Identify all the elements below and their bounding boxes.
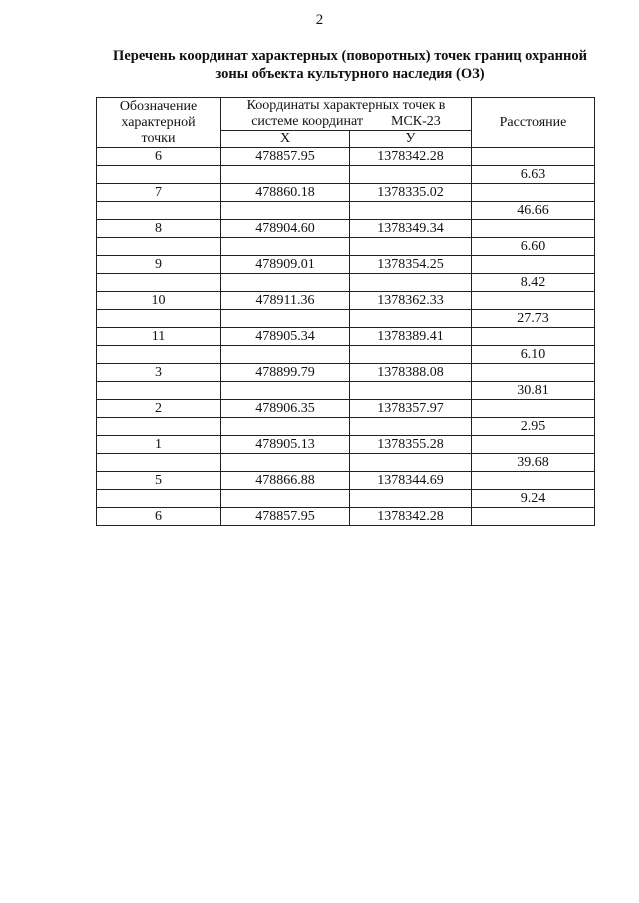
header-point-designation <box>97 98 221 148</box>
y-cell: 1378342.28 <box>350 148 472 166</box>
y-cell: 1378362.33 <box>350 292 472 310</box>
header-coordinates-line-1: Координаты характерных точек в <box>246 98 446 113</box>
point-cell: 10 <box>97 292 221 310</box>
y-cell: 1378349.34 <box>350 220 472 238</box>
y-cell: 1378342.28 <box>350 508 472 526</box>
distance-cell <box>472 436 595 454</box>
y-cell: 1378388.08 <box>350 364 472 382</box>
x-cell: 478905.13 <box>221 436 350 454</box>
x-cell <box>221 346 350 364</box>
table-row-distance <box>97 418 595 436</box>
point-cell: 8 <box>97 220 221 238</box>
table-row-point <box>97 508 595 526</box>
distance-cell: 6.10 <box>472 346 595 364</box>
y-cell <box>350 166 472 184</box>
x-cell: 478905.34 <box>221 328 350 346</box>
y-cell <box>350 274 472 292</box>
table-row-point <box>97 148 595 166</box>
x-cell <box>221 238 350 256</box>
x-cell: 478866.88 <box>221 472 350 490</box>
page-number: 2 <box>315 12 324 28</box>
point-cell <box>97 166 221 184</box>
y-cell: 1378355.28 <box>350 436 472 454</box>
header-coordinate-system-name: МСК-23 <box>391 114 441 129</box>
x-cell: 478857.95 <box>221 508 350 526</box>
point-cell: 2 <box>97 400 221 418</box>
y-cell <box>350 202 472 220</box>
point-cell <box>97 454 221 472</box>
distance-cell <box>472 364 595 382</box>
distance-cell: 2.95 <box>472 418 595 436</box>
distance-cell: 46.66 <box>472 202 595 220</box>
document-title-line-2: зоны объекта культурного наследия (ОЗ) <box>215 66 485 82</box>
point-cell <box>97 238 221 256</box>
distance-cell: 27.73 <box>472 310 595 328</box>
point-cell <box>97 418 221 436</box>
distance-cell: 39.68 <box>472 454 595 472</box>
distance-cell: 6.63 <box>472 166 595 184</box>
table-row-point <box>97 436 595 454</box>
distance-cell <box>472 400 595 418</box>
y-cell: 1378335.02 <box>350 184 472 202</box>
point-cell <box>97 382 221 400</box>
y-cell: 1378389.41 <box>350 328 472 346</box>
y-cell <box>350 418 472 436</box>
document-title-line-1: Перечень координат характерных (поворотных) точек границ охранной <box>113 48 587 64</box>
y-cell: 1378354.25 <box>350 256 472 274</box>
point-cell: 5 <box>97 472 221 490</box>
distance-cell <box>472 292 595 310</box>
table-row-point <box>97 184 595 202</box>
x-cell: 478860.18 <box>221 184 350 202</box>
header-point-line-1: Обозначение <box>119 98 198 114</box>
table-row-distance <box>97 310 595 328</box>
header-coordinates <box>221 98 472 131</box>
x-cell: 478857.95 <box>221 148 350 166</box>
table-row-point <box>97 472 595 490</box>
coordinates-table-header <box>97 98 595 148</box>
coordinates-table-body <box>97 148 595 526</box>
y-cell <box>350 238 472 256</box>
point-cell: 7 <box>97 184 221 202</box>
point-cell: 6 <box>97 148 221 166</box>
y-cell <box>350 490 472 508</box>
x-cell <box>221 490 350 508</box>
table-row-distance <box>97 274 595 292</box>
y-cell: 1378357.97 <box>350 400 472 418</box>
x-cell <box>221 454 350 472</box>
point-cell <box>97 274 221 292</box>
document-title <box>100 47 600 83</box>
x-cell: 478909.01 <box>221 256 350 274</box>
table-row-point <box>97 220 595 238</box>
header-y: У <box>350 131 472 148</box>
coordinates-table <box>96 97 595 526</box>
table-row-point <box>97 400 595 418</box>
y-cell <box>350 310 472 328</box>
table-row-distance <box>97 490 595 508</box>
x-cell: 478899.79 <box>221 364 350 382</box>
y-cell <box>350 382 472 400</box>
x-cell <box>221 382 350 400</box>
header-point-line-3: точки <box>141 130 176 146</box>
point-cell <box>97 310 221 328</box>
x-cell: 478904.60 <box>221 220 350 238</box>
distance-cell <box>472 184 595 202</box>
distance-cell: 30.81 <box>472 382 595 400</box>
table-row-distance <box>97 454 595 472</box>
table-row-distance <box>97 346 595 364</box>
x-cell <box>221 310 350 328</box>
table-row-point <box>97 328 595 346</box>
header-distance: Расстояние <box>472 98 595 148</box>
table-row-point <box>97 256 595 274</box>
point-cell: 9 <box>97 256 221 274</box>
point-cell <box>97 202 221 220</box>
point-cell <box>97 490 221 508</box>
table-row-distance <box>97 202 595 220</box>
table-row-point <box>97 292 595 310</box>
distance-cell <box>472 328 595 346</box>
x-cell <box>221 166 350 184</box>
header-coordinates-line-2 <box>225 114 467 130</box>
table-row-distance <box>97 238 595 256</box>
x-cell: 478911.36 <box>221 292 350 310</box>
header-x: X <box>221 131 350 148</box>
distance-cell <box>472 472 595 490</box>
point-cell: 1 <box>97 436 221 454</box>
header-point-line-2: характерной <box>121 114 196 130</box>
distance-cell: 8.42 <box>472 274 595 292</box>
distance-cell: 9.24 <box>472 490 595 508</box>
distance-cell <box>472 220 595 238</box>
y-cell <box>350 346 472 364</box>
table-row-point <box>97 364 595 382</box>
table-row-distance <box>97 382 595 400</box>
point-cell: 11 <box>97 328 221 346</box>
distance-cell <box>472 508 595 526</box>
x-cell <box>221 418 350 436</box>
table-row-distance <box>97 166 595 184</box>
point-cell: 6 <box>97 508 221 526</box>
y-cell <box>350 454 472 472</box>
distance-cell: 6.60 <box>472 238 595 256</box>
distance-cell <box>472 256 595 274</box>
x-cell <box>221 202 350 220</box>
distance-cell <box>472 148 595 166</box>
header-coordinate-system-label: системе координат <box>251 114 363 129</box>
point-cell <box>97 346 221 364</box>
x-cell: 478906.35 <box>221 400 350 418</box>
x-cell <box>221 274 350 292</box>
y-cell: 1378344.69 <box>350 472 472 490</box>
point-cell: 3 <box>97 364 221 382</box>
